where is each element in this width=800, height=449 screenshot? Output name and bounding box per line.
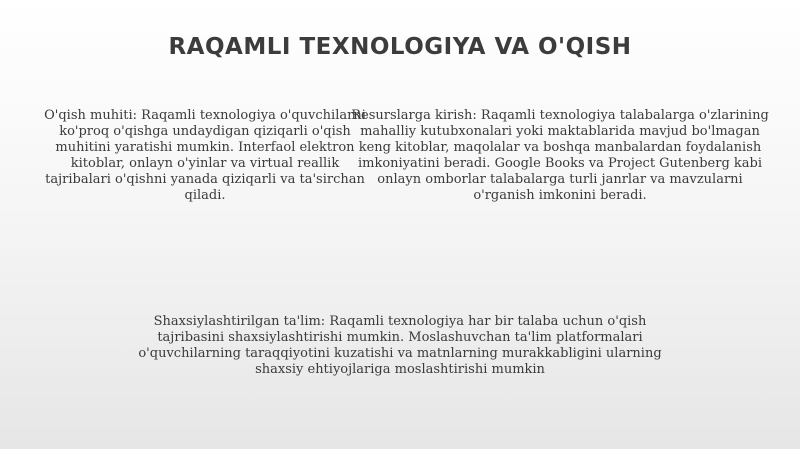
slide-title: RAQAMLI TEXNOLOGIYA VA O'QISH [168, 34, 632, 60]
reading-environment-paragraph: O'qish muhiti: Raqamli texnologiya o'quvchilarni ko'proq o'qishga undaydigan qiziqarli o'qish muhitini yaratishi mumkin. Interfaol elektron kitoblar, onlayn o'yinlar va virtual reallik tajribalari o'qishni yanada qiziqarli va ta'sirchan qiladi. [44, 108, 366, 203]
personalized-learning-paragraph: Shaxsiylashtirilgan ta'lim: Raqamli texnologiya har bir talaba uchun o'qish tajribasini shaxsiylashtirishi mumkin. Moslashuvchan ta'lim platformalari o'quvchilarning taraqqiyotini kuzatishi va matnlarning murakkabligini ularning shaxsiy ehtiyojlariga moslashtirishi mumkin [138, 314, 662, 377]
resource-access-paragraph: Resurslarga kirish: Raqamli texnologiya talabalarga o'zlarining mahalliy kutubxonalari yoki maktablarida mavjud bo'lmagan keng kitoblar, maqolalar va boshqa manbalardan foydalanish imkoniyatini beradi. Google Books va Project Gutenberg kabi onlayn omborlar talabalarga turli janrlar va mavzularni o'rganish imkonini beradi. [351, 108, 769, 203]
